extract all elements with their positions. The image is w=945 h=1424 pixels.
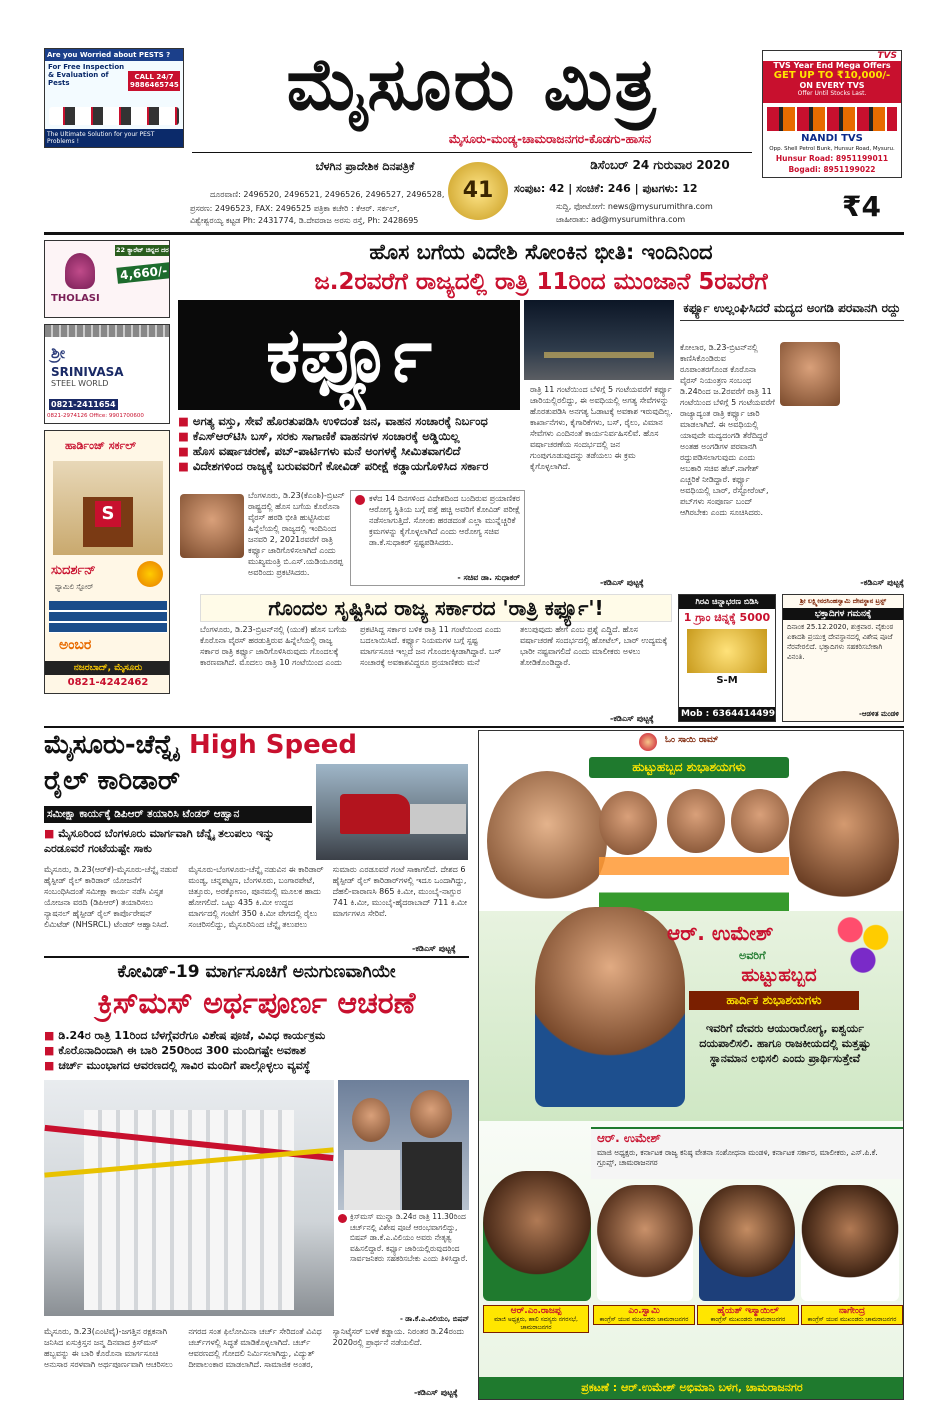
person-card: ಎಂ.ಸ್ವಾಮಿ ಕಾಂಗ್ರೆಸ್ ಯುವ ಮುಖಂಡರು ಚಾಮರಾಜನಗರ xyxy=(593,1305,695,1325)
ad-phone: 0821-4242462 xyxy=(67,677,149,688)
rail-deck: ಸಮೀಕ್ಷಾ ಕಾರ್ಯಕ್ಕೆ ಡಿಪಿಆರ್ ತಯಾರಿಸಿ ಟೆಂಡರ್ ಆಹ್ವಾನ xyxy=(44,806,312,823)
masthead-date: ಡಿಸೆಂಬರ್ 24 ಗುರುವಾರ 2020 xyxy=(590,158,730,172)
umesh-avarige: ಅವರಿಗೆ xyxy=(739,949,766,962)
person-photo xyxy=(597,1185,693,1301)
hardinge-circle-title: ಹಾರ್ಡಿಂಜ್ ಸರ್ಕಲ್ xyxy=(65,439,136,452)
leader-photo xyxy=(731,789,789,853)
tholasi-ad[interactable] xyxy=(44,240,170,318)
leader-photo xyxy=(667,789,725,853)
christmas-headline: ಕ್ರಿಸ್‌ಮಸ್ ಅರ್ಥಪೂರ್ಣ ಆಚರಣೆ xyxy=(97,986,416,1021)
rail-headline-en: High Speed xyxy=(188,730,358,760)
gondala-sign: -ಕಡಿಎಸ್ ಪುಟ್ಟಕ್ಕೆ xyxy=(610,714,654,723)
rail-headline xyxy=(44,730,469,761)
leader-photo xyxy=(599,791,657,855)
srinivasa-mobile: 0821-2974126 Office: 9901700600 xyxy=(47,413,144,419)
christmas-body: ಮೈಸೂರು, ಡಿ.23(ಎಂಟಿವೈ)-ಜಗತ್ತಿನ ರಕ್ಷಕನಾಗಿ ಜನಿಸಿದ ಏಸುಕ್ರಿಸ್ತನ ಜನ್ಮ ದಿನವಾದ ಕ್ರಿಸ್‌ಮಸ್ ಹಬ್ಬವನ್ನು ಈ ಬಾರಿ ಕೊರೊನಾ ಮಾರ್ಗಸೂಚಿ ಅನುಸಾರ ಸರಳವಾಗಿ ಅರ್ಥಪೂರ್ಣವಾಗಿ ಆಚರಿಸಲು ನಗರದ ಸಂತ ಫಿಲೋಮಿನಾ ಚರ್ಚ್ ಸೇರಿದಂತೆ ವಿವಿಧ ಚರ್ಚ್‌ಗಳಲ್ಲಿ ಸಿದ್ಧತೆ ಮಾಡಿಕೊಳ್ಳಲಾಗಿದೆ. ಚರ್ಚ್ ಆವರಣದಲ್ಲಿ ಗೋದಲಿ ನಿರ್ಮಿಸಲಾಗಿದ್ದು, ವಿದ್ಯುತ್ ದೀಪಾಲಂಕಾರ ಮಾಡಲಾಗಿದೆ. ಸಾಮಾಜಿಕ ಅಂತರ, ಸ್ಯಾನಿಟೈಸರ್ ಬಳಕೆ ಕಡ್ಡಾಯ. ನಿರಂತರ ಡಿ.24ರಂದು 2020ರಲ್ಲಿ ಪ್ರಾರ್ಥನೆ ನಡೆಯಲಿದೆ. xyxy=(44,1327,465,1369)
curfew-headline-box xyxy=(178,300,520,410)
masthead-tagline: ಬೆಳಗಿನ ಪ್ರಾದೇಶಿಕ ದಿನಪತ್ರಿಕೆ xyxy=(315,160,415,173)
sai-ram-text: ಓಂ ಸಾಯಿ ರಾಮ್ xyxy=(665,735,719,745)
sudarshan-ad[interactable] xyxy=(44,430,170,694)
lead-kicker-red: ಜ.2ರವರೆಗೆ ರಾಜ್ಯದಲ್ಲಿ ರಾತ್ರಿ 11ರಿಂದ ಮುಂಜಾನೆ 5ರವರೆಗೆ xyxy=(314,269,768,295)
issue-number: ಸಂಚಿಕೆ: 246 xyxy=(576,182,631,195)
bishop-photo xyxy=(338,1080,469,1210)
tvs-offer-note: Offer Until Stocks Last. xyxy=(797,90,867,97)
train-photo xyxy=(316,764,468,860)
leader-photo xyxy=(789,771,899,911)
person-photo xyxy=(483,1171,591,1301)
gold-ad-mobile: Mob : 6364414499 xyxy=(680,709,776,719)
pest-control-ad[interactable] xyxy=(44,48,184,148)
lead-kicker: ಹೊಸ ಬಗೆಯ ವಿದೇಶಿ ಸೋಂಕಿನ ಭೀತಿ: ಇಂದಿನಿಂದ xyxy=(369,240,713,264)
section-rule xyxy=(44,726,904,728)
temple-body: ದಿನಾಂಕ 25.12.2020, ಶುಕ್ರವಾರ. ವೈಕುಂಠ ಏಕಾದಶಿ ಪ್ರಯುಕ್ತ ದೇವಸ್ಥಾನದಲ್ಲಿ ವಿಶೇಷ ಪೂಜೆ ನೆರವೇರಲಿದೆ. ಭಕ್ತಾದಿಗಳು ಸಹಕರಿಸಬೇಕಾಗಿ ವಿನಂತಿ. xyxy=(787,623,894,661)
greeting-2: ಹಾರ್ದಿಕ ಶುಭಾಶಯಗಳು xyxy=(689,991,859,1010)
caption-dot-icon xyxy=(338,1214,347,1223)
sidebar-body-right xyxy=(780,410,904,580)
gold-ad-offer: 1 ಗ್ರಾಂ ಚಿನ್ನಕ್ಕೆ 5000 xyxy=(683,611,771,624)
tvs-bogadi: Bogadi: 8951199022 xyxy=(788,165,876,174)
tholasi-rate-label: 22 ಕ್ಯಾರೆಟ್ ಚಿನ್ನದ ದರ xyxy=(115,245,170,256)
price: ₹4 xyxy=(842,190,881,223)
tvs-offer-line: ON EVERY TVS xyxy=(799,81,865,90)
srinivasa-phone: 0821-2411654 xyxy=(51,400,116,409)
quote-sign: - ಸಚಿವ ಡಾ. ಸುಧಾಕರ್ xyxy=(457,573,520,582)
greeting-1: ಹುಟ್ಟುಹಬ್ಬದ xyxy=(741,965,817,986)
designation-strip xyxy=(591,1127,904,1179)
masthead-bottom-rule xyxy=(44,232,904,235)
tvs-logo: TVS xyxy=(877,51,897,61)
quote-text: ಕಳೆದ 14 ದಿನಗಳಿಂದ ವಿದೇಶದಿಂದ ಬಂದಿರುವ ಪ್ರಯಾಣಿಕರ ಆರೋಗ್ಯ ಸ್ಥಿತಿಯ ಬಗ್ಗೆ ಪತ್ತೆ ಹಚ್ಚಿ ಅವರಿಗೆ ಕೋವಿಡ್ ಪರೀಕ್ಷೆ ನಡೆಸಲಾಗುತ್ತಿದೆ. ಸೋಂಕು ಹರಡದಂತೆ ಎಲ್ಲಾ ಮುನ್ನೆಚ್ಚರಿಕೆ ಕ್ರಮಗಳನ್ನು ಕೈಗೊಳ್ಳಲಾಗಿದೆ ಎಂದು ಆರೋಗ್ಯ ಸಚಿವ ಡಾ.ಕೆ.ಸುಧಾಕರ್ ಸ್ಪಷ್ಟಪಡಿಸಿದರು. xyxy=(369,494,521,547)
tholasi-rate: 4,660/- xyxy=(116,262,170,283)
temple-sign: -ಆಡಳಿತ ಮಂಡಳಿ xyxy=(859,710,899,718)
saibaba-icon xyxy=(639,733,657,751)
flower-bouquet-icon xyxy=(831,907,895,983)
sidebar-sign: -ಕಡಿಎಸ್ ಪುಟ್ಟಕ್ಕೆ xyxy=(860,578,904,587)
rail-body: ಮೈಸೂರು, ಡಿ.23(ಆರ್‌ಕೆ)-ಮೈಸೂರು-ಚೆನ್ನೈ ನಡುವೆ ಹೈಸ್ಪೀಡ್ ರೈಲ್ ಕಾರಿಡಾರ್ ಯೋಜನೆಗೆ ಸಂಬಂಧಿಸಿದಂತೆ ಸಮೀಕ್ಷಾ ಕಾರ್ಯ ನಡೆಸಿ ವಿಸ್ತೃತ ಯೋಜನಾ ವರದಿ (ಡಿಪಿಆರ್) ತಯಾರಿಸಲು ನ್ಯಾಷನಲ್ ಹೈಸ್ಪೀಡ್ ರೈಲ್ ಕಾರ್ಪೊರೇಷನ್ ಲಿಮಿಟೆಡ್ (NHSRCL) ಟೆಂಡರ್ ಆಹ್ವಾನಿಸಿದೆ. ಮೈಸೂರು-ಬೆಂಗಳೂರು-ಚೆನ್ನೈ ನಡುವಿನ ಈ ಕಾರಿಡಾರ್ ಮಂಡ್ಯ, ಚನ್ನಪಟ್ಟಣ, ಬೆಂಗಳೂರು, ಬಂಗಾರಪೇಟೆ, ಚಿತ್ತೂರು, ಅರಕ್ಕೋಣಂ, ಪೂನಮಲ್ಲಿ ಮೂಲಕ ಹಾದು ಹೋಗಲಿದೆ. ಒಟ್ಟು 435 ಕಿ.ಮೀ ಉದ್ದದ ಮಾರ್ಗದಲ್ಲಿ ಗಂಟೆಗೆ 350 ಕಿ.ಮೀ ವೇಗದಲ್ಲಿ ರೈಲು ಸಂಚರಿಸಲಿದ್ದು, ಮೈಸೂರಿನಿಂದ ಚೆನ್ನೈ ತಲುಪಲು ಸುಮಾರು ಎರಡೂವರೆ ಗಂಟೆ ಸಾಕಾಗಲಿದೆ. ದೇಶದ 6 ಹೈಸ್ಪೀಡ್ ರೈಲ್ ಕಾರಿಡಾರ್‌ಗಳಲ್ಲಿ ಇದೂ ಒಂದಾಗಿದ್ದು, ದೆಹಲಿ-ವಾರಾಣಸಿ 865 ಕಿ.ಮೀ, ಮುಂಬೈ-ನಾಗ್ಪುರ 741 ಕಿ.ಮೀ, ಮುಂಬೈ-ಹೈದರಾಬಾದ್ 711 ಕಿ.ಮೀ ಮಾರ್ಗಗಳೂ ಸೇರಿವೆ. xyxy=(44,865,468,929)
lead-bullet: ■ ಅಗತ್ಯ ವಸ್ತು, ಸೇವೆ ಹೊರತುಪಡಿಸಿ ಉಳಿದಂತೆ ಜನ, ವಾಹನ ಸಂಚಾರಕ್ಕೆ ನಿರ್ಬಂಧ xyxy=(178,414,488,428)
anniversary-badge xyxy=(448,162,508,220)
minister-photo xyxy=(780,342,840,406)
umesh-designation: ಮಾಜಿ ಅಧ್ಯಕ್ಷರು, ಕರ್ನಾಟಕ ರಾಜ್ಯ ಕನಿಷ್ಠ ವೇತನಾ ಸಂಶೋಧನಾ ಮಂಡಳಿ, ಕರ್ನಾಟಕ ಸರ್ಕಾರ, ಮಾಲೀಕರು, ಎಸ್.ಪಿ.ಕೆ. ಗ್ರೂಪ್ಸ್, ಚಾಮರಾಜನಗರ xyxy=(597,1148,878,1167)
lead-bullet: ■ ವಿದೇಶಗಳಿಂದ ರಾಜ್ಯಕ್ಕೆ ಬರುವವರಿಗೆ ಕೋವಿಡ್ ಪರೀಕ್ಷೆ ಕಡ್ಡಾಯಗೊಳಿಸಿದ ಸರ್ಕಾರ xyxy=(178,459,489,473)
person-card: ನಾಗೇಂದ್ರ ಕಾಂಗ್ರೆಸ್ ಯುವ ಮುಖಂಡರು ಚಾಮರಾಜನಗರ xyxy=(801,1305,903,1325)
gold-ad-name: S-M xyxy=(716,675,738,686)
sudarshan-name: ಸುದರ್ಶನ್ xyxy=(51,563,96,578)
christmas-bullet: ■ ಚರ್ಚ್ ಮುಂಭಾಗದ ಆವರಣದಲ್ಲಿ ಸಾವಿರ ಮಂದಿಗೆ ಪಾಲ್ಗೊಳ್ಳಲು ವ್ಯವಸ್ಥೆ xyxy=(44,1059,311,1072)
r-umesh-main-photo xyxy=(535,907,685,1107)
contact-phones: ದೂರವಾಣಿ: 2496520, 2496521, 2496526, 2496527, 2496528, xyxy=(210,190,445,199)
flag-stripe xyxy=(599,857,789,911)
tvs-offer-title: TVS Year End Mega Offers xyxy=(773,61,891,70)
ad-location: ನಜರಬಾದ್, ಮೈಸೂರು xyxy=(45,661,170,675)
christmas-kicker: ಕೋವಿಡ್-19 ಮಾರ್ಗಸೂಚಿಗೆ ಅನುಗುಣವಾಗಿಯೇ xyxy=(117,962,396,982)
tvs-dealer: NANDI TVS xyxy=(801,133,863,144)
lead-body-col1: ಬೆಂಗಳೂರು, ಡಿ.23(ಕೆಎಂಶಿ)-ಬ್ರಿಟನ್ ರಾಷ್ಟ್ರದಲ್ಲಿ ಹೊಸ ಬಗೆಯ ಕೊರೊನಾ ವೈರಸ್ ಹರಡಿ ಭೀತಿ ಹುಟ್ಟಿಸಿರುವ ಹಿನ್ನೆಲೆಯಲ್ಲಿ ರಾಜ್ಯದಲ್ಲಿ ಇಂದಿನಿಂದ ಜನವರಿ 2, 2021ರವರೆಗೆ ರಾತ್ರಿ ಕರ್ಫ್ಯೂ ಜಾರಿಗೊಳಿಸಲಾಗಿದೆ ಎಂದು ಮುಖ್ಯಮಂತ್ರಿ ಬಿ.ಎಸ್.ಯಡಿಯೂರಪ್ಪ ಅವರಿಂದು ಪ್ರಕಟಿಸಿದರು. xyxy=(248,491,345,577)
page-count: ಪುಟಗಳು: 12 xyxy=(642,182,698,195)
christmas-caption-text: ಕ್ರಿಸ್‌ಮಸ್ ಮುನ್ನಾ ಡಿ.24ರ ರಾತ್ರಿ 11.30ರಿಂದ ಚರ್ಚ್‌ನಲ್ಲಿ ವಿಶೇಷ ಪೂಜೆ ಆರಂಭವಾಗಲಿದ್ದು, ಬಿಷಪ್ ಡಾ.ಕೆ.ಎ.ವಿಲಿಯಂ ಅವರು ನೇತೃತ್ವ ವಹಿಸಲಿದ್ದಾರೆ. ಕರ್ಫ್ಯೂ ಜಾರಿಯಲ್ಲಿರುವುದರಿಂದ ಸಾರ್ವಜನಿಕರು ಸಹಕರಿಸಬೇಕು ಎಂದು ತಿಳಿಸಿದ್ದಾರೆ. xyxy=(350,1212,468,1263)
umesh-name-2: ಆರ್. ಉಮೇಶ್ xyxy=(597,1131,661,1145)
tholasi-name: THOLASI xyxy=(51,293,100,304)
pest-icons xyxy=(49,107,179,125)
leader-photo xyxy=(487,771,607,911)
gold-loan-ad[interactable] xyxy=(678,594,776,722)
sudarshan-service-strip xyxy=(49,601,167,633)
temple-heading: ಭಕ್ತಾದಿಗಳ ಗಮನಕ್ಕೆ xyxy=(783,608,903,620)
wish-text: ಇವರಿಗೆ ದೇವರು ಆಯುರಾರೋಗ್ಯ, ಐಶ್ವರ್ಯ ದಯಪಾಲಿಸಲಿ. ಹಾಗೂ ರಾಜಕೀಯದಲ್ಲಿ ಮತ್ತಷ್ಟು ಸ್ಥಾನಮಾನ ಲಭಿಸಲಿ ಎಂದು ಪ್ರಾರ್ಥಿಸುತ್ತೇವೆ xyxy=(699,1022,871,1065)
gondala-headline: ಗೊಂದಲ ಸೃಷ್ಟಿಸಿದ ರಾಜ್ಯ ಸರ್ಕಾರದ 'ರಾತ್ರಿ ಕರ್ಫ್ಯೂ'! xyxy=(200,594,672,622)
tvs-offer-amount: GET UP TO ₹10,000/- xyxy=(773,70,891,81)
gold-ad-title: ಗಿರವಿ ಚಿನ್ನಾಭರಣ ಬಿಡಿಸಿ xyxy=(679,595,775,609)
quote-dot-icon xyxy=(355,495,365,505)
lead-sign: -ಕಡಿಎಸ್ ಪುಟ್ಟಕ್ಕೆ xyxy=(600,578,644,587)
masthead-subtitle: ಮೈಸೂರು-ಮಂಡ್ಯ-ಚಾಮರಾಜನಗರ-ಕೊಡಗು-ಹಾಸನ xyxy=(448,132,652,146)
christmas-bullets xyxy=(44,1028,469,1073)
ad-email: ಜಾಹೀರಾತು: ad@mysurumithra.com xyxy=(556,215,686,224)
tholasi-logo xyxy=(65,253,95,289)
church-interior-photo xyxy=(44,1080,334,1316)
sun-logo-icon xyxy=(137,561,163,587)
lead-bullet: ■ ಕೆಎಸ್ಆರ್‌ಟಿಸಿ ಬಸ್, ಸರಕು ಸಾಗಾಣಿಕೆ ವಾಹನಗಳ ಸಂಚಾರಕ್ಕೆ ಅಡ್ಡಿಯಿಲ್ಲ xyxy=(178,429,460,443)
night-curfew-photo xyxy=(524,300,674,380)
tvs-ad[interactable] xyxy=(762,50,902,178)
pest-ad-call: CALL 24/7 9886465745 xyxy=(130,73,179,89)
lead-headline: ಕರ್ಫ್ಯೂ xyxy=(266,310,432,399)
sudarshan-sub: ಫ್ಯಾಮಿಲಿ ಸ್ಟೋರ್ xyxy=(55,583,94,591)
pest-ad-title: Are you Worried about PESTS ? xyxy=(45,49,183,61)
contact-branch: ವಿಶ್ವೇಶ್ವರಯ್ಯ ಕಟ್ಟಡ Ph: 2431774, ಡಿ.ದೇವರಾಜ ಅರಸು ರಸ್ತೆ, Ph: 2428695 xyxy=(190,216,419,225)
ambara-brand: ಅಂಬರ xyxy=(59,637,92,653)
pest-ad-line: For Free Inspection & Evaluation of Pests xyxy=(48,63,125,87)
ad-publisher-footer: ಪ್ರಕಟಣೆ : ಆರ್.ಉಮೇಶ್ ಅಭಿಮಾನಿ ಬಳಗ, ಚಾಮರಾಜನಗರ xyxy=(479,1377,904,1399)
sidebar-story xyxy=(680,300,904,588)
rail-bottom-rule xyxy=(44,956,469,958)
pest-ad-footer: The Ultimate Solution for your PEST Problems ! xyxy=(45,129,183,147)
srinivasa-ad[interactable] xyxy=(44,324,170,424)
person-photo xyxy=(699,1185,795,1301)
christmas-bullet: ■ ಡಿ.24ರ ರಾತ್ರಿ 11ರಿಂದ ಬೆಳಗ್ಗೆವರೆಗೂ ವಿಶೇಷ ಪೂಜೆ, ವಿವಿಧ ಕಾರ್ಯಕ್ರಮ xyxy=(44,1029,326,1042)
tvs-bikes-image xyxy=(767,107,897,131)
volume: ಸಂಪುಟ: 42 xyxy=(514,182,565,195)
gold-ad-image xyxy=(687,629,767,673)
christmas-sign: -ಕಡಿಎಸ್ ಪುಟ್ಟಕ್ಕೆ xyxy=(414,1388,458,1397)
tvs-address: Opp. Shell Petrol Bunk, Hunsur Road, Mysuru. xyxy=(769,146,895,152)
christmas-caption-sign: - ಡಾ.ಕೆ.ಎ.ವಿಲಿಯಂ, ಬಿಷಪ್ xyxy=(399,1315,469,1323)
masthead-rule xyxy=(192,152,752,153)
christmas-caption xyxy=(338,1212,469,1324)
srinivasa-sub: STEEL WORLD xyxy=(51,379,109,388)
rail-headline-kn: ಮೈಸೂರು-ಚೆನ್ನೈ xyxy=(44,730,178,760)
christmas-bullet: ■ ಕೊರೊನಾದಿಂದಾಗಿ ಈ ಬಾರಿ 250ರಿಂದ 300 ಮಂದಿಗಷ್ಟೇ ಅವಕಾಶ xyxy=(44,1044,306,1057)
birthday-banner: ಹುಟ್ಟುಹಬ್ಬದ ಶುಭಾಶಯಗಳು xyxy=(589,757,789,778)
yediyurappa-photo xyxy=(180,494,244,558)
umesh-name: ಆರ್. ಉಮೇಶ್ xyxy=(667,921,774,945)
sidebar-headline: ಕರ್ಫ್ಯೂ ಉಲ್ಲಂಘಿಸಿದರೆ ಮದ್ಯದ ಅಂಗಡಿ ಪರವಾನಗಿ ರದ್ದು xyxy=(680,300,904,321)
gondala-body: ಬೆಂಗಳೂರು, ಡಿ.23-ಬ್ರಿಟನ್‌ನಲ್ಲಿ (ಯುಕೆ) ಹೊಸ ಬಗೆಯ ಕೊರೊನಾ ವೈರಸ್ ಹರಡುತ್ತಿರುವ ಹಿನ್ನೆಲೆಯಲ್ಲಿ ರಾಜ್ಯ ಸರ್ಕಾರ ರಾತ್ರಿ ಕರ್ಫ್ಯೂ ಜಾರಿಗೊಳಿಸಿರುವುದು ಗೊಂದಲಕ್ಕೆ ಕಾರಣವಾಗಿದೆ. ಮೊದಲು ರಾತ್ರಿ 10 ಗಂಟೆಯಿಂದ ಎಂದು ಪ್ರಕಟಿಸಿದ್ದ ಸರ್ಕಾರ ಬಳಿಕ ರಾತ್ರಿ 11 ಗಂಟೆಯಿಂದ ಎಂದು ಬದಲಾಯಿಸಿದೆ. ಕರ್ಫ್ಯೂ ನಿಯಮಗಳ ಬಗ್ಗೆ ಸ್ಪಷ್ಟ ಮಾರ್ಗಸೂಚಿ ಇಲ್ಲದೆ ಜನ ಗೊಂದಲಕ್ಕೀಡಾಗಿದ್ದಾರೆ. ಬಸ್ ಸಂಚಾರಕ್ಕೆ ಅವಕಾಶವಿದ್ದರೂ ಪ್ರಯಾಣಿಕರು ಮನೆ ತಲುಪುವುದು ಹೇಗೆ ಎಂಬ ಪ್ರಶ್ನೆ ಎದ್ದಿದೆ. ಹೊಸ ವರ್ಷಾಚರಣೆ ಸಂದರ್ಭದಲ್ಲಿ ಹೋಟೆಲ್, ಬಾರ್ ಉದ್ಯಮಕ್ಕೆ ಭಾರೀ ನಷ್ಟವಾಗಲಿದೆ ಎಂದು ಮಾಲೀಕರು ಅಳಲು ತೋಡಿಕೊಂಡಿದ್ದಾರೆ. xyxy=(200,625,668,667)
birthday-ad[interactable] xyxy=(478,730,904,1400)
hardinge-circle-image: S xyxy=(53,461,163,555)
rail-sign: -ಕಡಿಎಸ್ ಪುಟ್ಟಕ್ಕೆ xyxy=(412,944,456,953)
person-photo xyxy=(801,1185,899,1301)
srinivasa-logo-icon: ಶ್ರೀ xyxy=(51,343,66,362)
srinivasa-top-strip xyxy=(45,325,169,337)
quote-box xyxy=(350,490,525,586)
rail-headline-2: ರೈಲ್ ಕಾರಿಡಾರ್ xyxy=(44,766,181,796)
news-email: ಸುದ್ದಿ, ಫೋಟೋಗೆ: news@mysurumithra.com xyxy=(556,202,713,211)
person-card: ಆರ್.ಎಂ.ರಾಜಪ್ಪ ಮಾಜಿ ಅಧ್ಯಕ್ಷರು, ಹಾಲಿ ಸದಸ್ಯರು ನಗರಸಭೆ, ಚಾಮರಾಜನಗರ xyxy=(483,1305,589,1333)
masthead-title: ಮೈಸೂರು ಮಿತ್ರ xyxy=(286,42,658,126)
contact-office: ಪ್ರಸರಣ: 2496523, FAX: 2496525 ಪತ್ರಿಕಾ ಕಚೇರಿ : ಕೆಆರ್. ಸರ್ಕಲ್, xyxy=(190,204,400,213)
temple-title: ಶ್ರೀ ಲಕ್ಷ್ಮೀನರಸಿಂಹಸ್ವಾಮಿ ದೇವಸ್ಥಾನ ಟ್ರಸ್ಟ್ xyxy=(799,597,887,605)
sidebar-body: ಕೋಲಾರ, ಡಿ.23-ಬ್ರಿಟನ್‌ನಲ್ಲಿ ಕಾಣಿಸಿಕೊಂಡಿರುವ ರೂಪಾಂತರಗೊಂಡ ಕೊರೊನಾ ವೈರಸ್ ನಿಯಂತ್ರಣ ಸಂಬಂಧ ಡಿ.24ರಿಂದ ಜ.2ರವರೆಗೆ ರಾತ್ರಿ 11 ಗಂಟೆಯಿಂದ ಬೆಳಿಗ್ಗೆ 5 ಗಂಟೆಯವರೆಗೆ ರಾಜ್ಯಾದ್ಯಂತ ರಾತ್ರಿ ಕರ್ಫ್ಯೂ ಜಾರಿ ಮಾಡಲಾಗಿದೆ. ಈ ಅವಧಿಯಲ್ಲಿ ಯಾವುದೇ ಮದ್ಯದಂಗಡಿ ತೆರೆದಿದ್ದರೆ ಅಂತಹ ಅಂಗಡಿಗಳ ಪರವಾನಗಿ ರದ್ದುಪಡಿಸಲಾಗುವುದು ಎಂದು ಅಬಕಾರಿ ಸಚಿವ ಹೆಚ್.ನಾಗೇಶ್ ಎಚ್ಚರಿಕೆ ನೀಡಿದ್ದಾರೆ. ಕರ್ಫ್ಯೂ ಅವಧಿಯಲ್ಲಿ ಬಾರ್, ರೆಸ್ಟೋರೆಂಟ್, ಪಬ್‌ಗಳು ಸಂಪೂರ್ಣ ಬಂದ್ ಆಗಿರಬೇಕು ಎಂದು ಸೂಚಿಸಿದರು. xyxy=(680,343,775,517)
srinivasa-name: SRINIVASA xyxy=(51,365,124,379)
anniversary-number: 41 xyxy=(462,178,494,203)
rail-deck-2: ■ ಮೈಸೂರಿಂದ ಬೆಂಗಳೂರು ಮಾರ್ಗವಾಗಿ ಚೆನ್ನೈ ತಲುಪಲು ಇನ್ನು ಎರಡೂವರೆ ಗಂಟೆಯಷ್ಟೇ ಸಾಕು xyxy=(44,827,275,855)
person-card: ಹೈಯತ್ ಇಸ್ಮಾಯಿಲ್ ಕಾಂಗ್ರೆಸ್ ಮುಖಂಡರು ಚಾಮರಾಜನಗರ xyxy=(697,1305,799,1325)
issue-info: ಸಂಪುಟ: 42 | ಸಂಚಿಕೆ: 246 | ಪುಟಗಳು: 12 xyxy=(514,182,698,195)
tvs-hunsur: Hunsur Road: 8951199011 xyxy=(775,154,889,163)
temple-notice xyxy=(782,594,904,722)
lead-body-col1b xyxy=(180,562,348,588)
lead-body-col3: ರಾತ್ರಿ 11 ಗಂಟೆಯಿಂದ ಬೆಳಿಗ್ಗೆ 5 ಗಂಟೆಯವರೆಗೆ ಕರ್ಫ್ಯೂ ಜಾರಿಯಲ್ಲಿರಲಿದ್ದು, ಈ ಅವಧಿಯಲ್ಲಿ ಅಗತ್ಯ ಸೇವೆಗಳನ್ನು ಹೊರತುಪಡಿಸಿ ಅನಗತ್ಯ ಓಡಾಟಕ್ಕೆ ಅವಕಾಶ ಇರುವುದಿಲ್ಲ. ಕಾರ್ಖಾನೆಗಳು, ಕೈಗಾರಿಕೆಗಳು, ಬಸ್, ರೈಲು, ವಿಮಾನ ಸೇವೆಗಳು ಎಂದಿನಂತೆ ಕಾರ್ಯನಿರ್ವಹಿಸಲಿವೆ. ಹೊಸ ವರ್ಷಾಚರಣೆಯ ಸಂದರ್ಭದಲ್ಲಿ ಜನ ಗುಂಪುಗೂಡುವುದನ್ನು ತಡೆಯಲು ಈ ಕ್ರಮ ಕೈಗೊಳ್ಳಲಾಗಿದೆ. xyxy=(530,385,673,471)
lead-bullet: ■ ಹೊಸ ವರ್ಷಾಚರಣೆ, ಪಬ್-ಪಾರ್ಟಿಗಳು ಮನೆ ಅಂಗಳಕ್ಕೆ ಸೀಮಿತವಾಗಲಿದೆ xyxy=(178,444,461,458)
